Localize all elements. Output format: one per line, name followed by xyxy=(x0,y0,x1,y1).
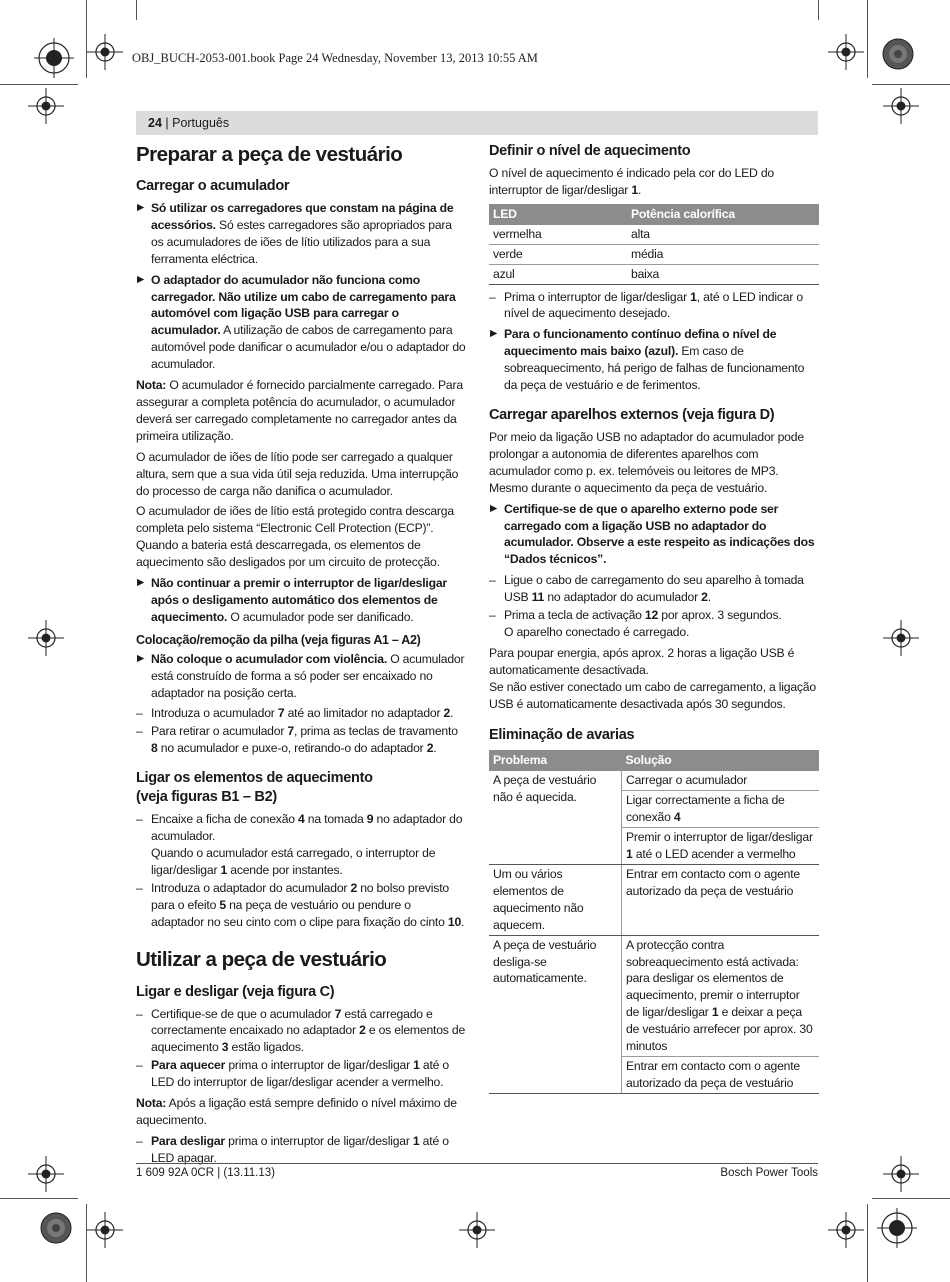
dash-item: – Certifique-se de que o acumulador 7 está carregado e correctamente encaixado no adaptador 2 e os elementos de aquecimento 3 estão ligados. xyxy=(136,1006,466,1055)
triangle-bullet-icon: ▶ xyxy=(490,502,498,514)
registration-mark-icon xyxy=(28,1156,64,1192)
dash-bullet: – xyxy=(489,608,496,623)
dash-bullet: – xyxy=(136,706,143,721)
table-row xyxy=(489,244,819,264)
table-row xyxy=(489,264,819,284)
led-table xyxy=(489,204,819,285)
table-cell-solution: Entrar em contacto com o agente autorizado da peça de vestuário xyxy=(622,1056,820,1093)
table-cell: baixa xyxy=(627,264,819,284)
dash-item: – Prima o interruptor de ligar/desligar 1, até o LED indicar o nível de aquecimento desejado. xyxy=(489,289,803,321)
triangle-bullet-icon: ▶ xyxy=(137,273,145,285)
table-cell-problem: Um ou vários elementos de aquecimento não aquecem. xyxy=(489,865,622,936)
dash-item: – Para aquecer prima o interruptor de ligar/desligar 1 até o LED do interruptor de ligar/desligar acender a vermelho. xyxy=(136,1058,450,1090)
table-cell-solution: Entrar em contacto com o agente autorizado da peça de vestuário xyxy=(622,865,820,936)
dash-bullet: – xyxy=(136,1058,143,1073)
dash-bullet: – xyxy=(136,1006,143,1021)
footer-divider xyxy=(136,1163,818,1164)
section-title-prepare: Preparar a peça de vestuário xyxy=(136,143,403,166)
bullet-item: ▶ Só utilizar os carregadores que constam na página de acessórios. Só estes carregadores são apropriados para os acumuladores de iões de lítio utilizados para a sua ferramenta eléctrica. xyxy=(137,201,454,266)
table-cell: alta xyxy=(627,225,819,244)
paragraph: O nível de aquecimento é indicado pela cor do LED do interruptor de ligar/desligar 1. xyxy=(489,166,774,197)
table-cell-solution: Carregar o acumulador xyxy=(622,771,820,790)
printer-slug: OBJ_BUCH-2053-001.book Page 24 Wednesday, November 13, 2013 10:55 AM xyxy=(132,51,538,65)
table-cell-solution: A protecção contra sobreaquecimento está activada: para desligar os elementos de aquecimento, premir o interruptor de ligar/desligar 1 e deixar a peça de vestuário arrefecer por aprox. 30 minutos xyxy=(622,935,820,1056)
color-target-icon xyxy=(882,38,914,70)
footer-doc-number: 1 609 92A 0CR | (13.11.13) xyxy=(136,1167,275,1179)
triangle-bullet-icon: ▶ xyxy=(490,328,498,340)
paragraph: Se não estiver conectado um cabo de carregamento, a ligação USB é automaticamente desactivada após 30 segundos. xyxy=(489,679,816,711)
registration-mark-icon xyxy=(28,620,64,656)
table-cell-problem: A peça de vestuário desliga-se automaticamente. xyxy=(489,935,622,1093)
paragraph: O acumulador de iões de lítio pode ser carregado a qualquer altura, sem que a sua vida útil seja reduzida. Uma interrupção do processo de carga não danifica o acumulador. xyxy=(136,449,459,498)
registration-mark-icon xyxy=(883,88,919,124)
registration-mark-icon xyxy=(459,1212,495,1248)
note-paragraph: Nota: O acumulador é fornecido parcialmente carregado. Para assegurar a completa potência do acumulador, o acumulador deverá ser carregado completamente no carregador antes da primeira utilização. xyxy=(136,378,463,443)
table-row xyxy=(489,771,819,790)
subsection-title-fault: Eliminação de avarias xyxy=(489,727,635,744)
fault-table xyxy=(489,750,819,1093)
dash-bullet: – xyxy=(489,289,496,304)
table-cell-problem: A peça de vestuário não é aquecida. xyxy=(489,771,622,864)
paragraph: Mesmo durante o aquecimento da peça de vestuário. xyxy=(489,480,768,495)
subsection-title-connect: Ligar os elementos de aquecimento (veja figuras B1 – B2) xyxy=(136,770,373,806)
table-header-row xyxy=(489,750,819,771)
table-row xyxy=(489,225,819,244)
table-row xyxy=(489,935,819,1056)
dash-item: – Ligue o cabo de carregamento do seu aparelho à tomada USB 11 no adaptador do acumulador 2. xyxy=(489,573,804,605)
dash-item: – Encaixe a ficha de conexão 4 na tomada 9 no adaptador do acumulador. Quando o acumulador está carregado, o interruptor de ligar/desligar 1 acende por instantes. xyxy=(136,812,463,877)
subsection-title-onoff: Ligar e desligar (veja figura C) xyxy=(136,983,335,1000)
bullet-item: ▶ Não coloque o acumulador com violência. O acumulador está construído de forma a só poder ser encaixado no adaptador na posição certa. xyxy=(137,651,465,700)
subsection-title-charge: Carregar o acumulador xyxy=(136,178,290,194)
table-cell: vermelha xyxy=(489,225,627,244)
bullet-item: ▶ Para o funcionamento contínuo defina o nível de aquecimento mais baixo (azul). Em caso de sobreaquecimento, há perigo de falhas de funcionamento da peça de vestuário e de ferimentos. xyxy=(490,327,805,393)
registration-mark-icon xyxy=(828,1212,864,1248)
table-cell-solution: Premir o interruptor de ligar/desligar 1 até o LED acender a vermelho xyxy=(622,828,820,865)
paragraph: O acumulador de iões de lítio está protegido contra descarga completa pelo sistema “Electronic Cell Protection (ECP)”. Quando a bateria está descarregada, os elementos de aquecimento são desligados por um circuito de protecção. xyxy=(136,504,454,570)
registration-mark-icon xyxy=(87,1212,123,1248)
dash-bullet: – xyxy=(136,880,143,895)
registration-mark-icon xyxy=(883,1156,919,1192)
table-header-row xyxy=(489,204,819,225)
bullet-item: ▶ Certifique-se de que o aparelho externo pode ser carregado com a ligação USB no adaptador do acumulador. Observe a este respeito as indicações dos “Dados técnicos”. xyxy=(490,501,815,567)
table-header-cell: Problema xyxy=(489,750,622,771)
dash-item: – Para desligar prima o interruptor de ligar/desligar 1 até o LED apagar. xyxy=(136,1133,449,1165)
triangle-bullet-icon: ▶ xyxy=(137,652,145,664)
triangle-bullet-icon: ▶ xyxy=(137,202,145,213)
right-column xyxy=(489,140,819,1098)
subsection-title-insert: Colocação/remoção da pilha (veja figuras A1 – A2) xyxy=(136,632,421,647)
page-number: 24 xyxy=(148,116,162,130)
dash-bullet: – xyxy=(136,1133,143,1148)
dash-item: – Introduza o adaptador do acumulador 2 no bolso previsto para o efeito 5 na peça de vestuário ou pendure o adaptador no seu cinto com o clipe para fixação do cinto 10. xyxy=(136,880,465,929)
dash-item: – Introduza o acumulador 7 até ao limitador no adaptador 2. xyxy=(136,706,454,721)
bullet-item: ▶ O adaptador do acumulador não funciona como carregador. Não utilize um cabo de carregamento para automóvel com ligação USB para carregar o acumulador. A utilização de cabos de carregamento para automóvel pode danificar o acumulador e/ou o adaptador do acumulador. xyxy=(137,272,466,372)
dash-bullet: – xyxy=(489,573,496,588)
registration-mark-icon xyxy=(883,620,919,656)
subsection-title-level: Definir o nível de aquecimento xyxy=(489,143,691,159)
table-row xyxy=(489,865,819,936)
table-cell: verde xyxy=(489,244,627,264)
registration-mark-icon xyxy=(828,34,864,70)
paragraph: Para poupar energia, após aprox. 2 horas a ligação USB é automaticamente desactivada. xyxy=(489,645,795,677)
registration-mark-icon xyxy=(87,34,123,70)
color-target-icon xyxy=(40,1212,72,1244)
note-paragraph: Nota: Após a ligação está sempre definido o nível máximo de aquecimento. xyxy=(136,1096,457,1127)
registration-mark-icon xyxy=(28,88,64,124)
section-title-use: Utilizar a peça de vestuário xyxy=(136,947,387,971)
paragraph: Por meio da ligação USB no adaptador do acumulador pode prolongar a autonomia de diferentes aparelhos com acumulador como p. ex. telemóveis ou leitores de MP3. xyxy=(489,429,804,478)
header-separator: | xyxy=(161,116,173,130)
table-header-cell: LED xyxy=(489,204,627,225)
dash-bullet: – xyxy=(136,812,143,827)
table-header-cell: Solução xyxy=(622,750,820,771)
dash-item: – Prima a tecla de activação 12 por aprox. 3 segundos. O aparelho conectado é carregado. xyxy=(489,608,782,639)
header-language: Português xyxy=(172,116,230,130)
triangle-bullet-icon: ▶ xyxy=(137,577,145,589)
dash-item: – Para retirar o acumulador 7, prima as teclas de travamento 8 no acumulador e puxe-o, retirando-o do adaptador 2. xyxy=(136,724,458,756)
subsection-title-external: Carregar aparelhos externos (veja figura D) xyxy=(489,406,775,423)
table-header-cell: Potência calorífica xyxy=(627,204,819,225)
bullet-item: ▶ Não continuar a premir o interruptor de ligar/desligar após o desligamento automático dos elementos de aquecimento. O acumulador pode ser danificado. xyxy=(137,576,447,624)
dash-bullet: – xyxy=(136,724,143,739)
registration-mark-icon xyxy=(34,38,74,78)
left-column xyxy=(136,140,466,1171)
table-cell: média xyxy=(627,244,819,264)
footer-brand: Bosch Power Tools xyxy=(720,1167,818,1179)
registration-mark-icon xyxy=(877,1208,917,1248)
table-cell: azul xyxy=(489,264,627,284)
table-cell-solution: Ligar correctamente a ficha de conexão 4 xyxy=(622,791,820,828)
page-header xyxy=(136,111,818,135)
